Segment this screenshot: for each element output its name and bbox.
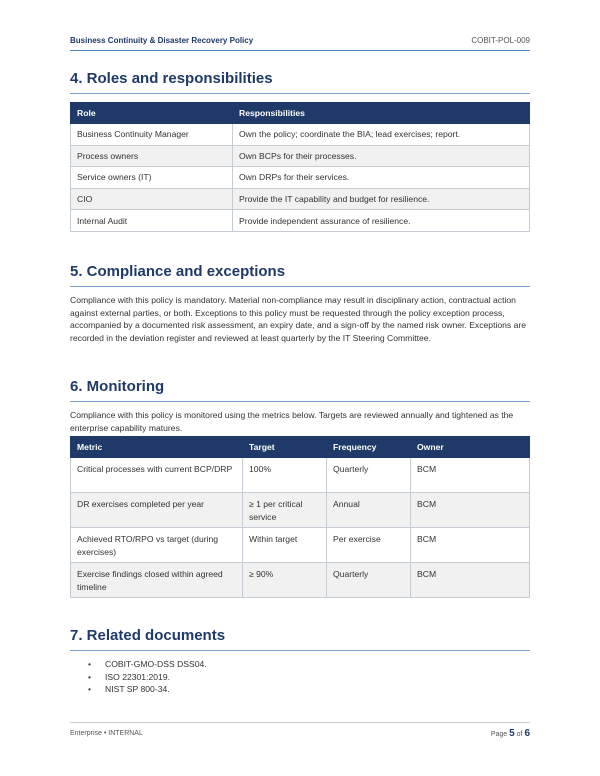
owner-cell: BCM — [411, 528, 530, 563]
footer-divider — [70, 722, 530, 723]
metric-cell: DR exercises completed per year — [71, 493, 243, 528]
header-title: Business Continuity & Disaster Recovery Policy — [70, 36, 254, 45]
role-cell: CIO — [71, 188, 233, 210]
table-row — [71, 563, 530, 598]
of-word: of — [516, 731, 523, 738]
table-row — [71, 493, 530, 528]
page-header — [70, 36, 530, 49]
responsibility-cell: Own the policy; coordinate the BIA; lead exercises; report. — [233, 124, 530, 146]
current-page: 5 — [509, 728, 515, 739]
compliance-paragraph: Compliance with this policy is mandatory. Material non-compliance may result in disciplinary action, contractual action against external parties, or both. Exceptions to this policy must be requested through the policy exception process, accompanied by a documented risk assessment, an expiry date, and a sign-off by the named risk owner. Exceptions are recorded in the deviation register and reviewed at least quarterly by the IT Steering Committee. — [70, 295, 527, 343]
section-6-heading: 6. Monitoring — [70, 378, 165, 395]
section-7-rule — [70, 650, 530, 651]
responsibility-cell: Own BCPs for their processes. — [233, 145, 530, 167]
column-header: Responsibilities — [233, 103, 530, 124]
owner-cell: BCM — [411, 458, 530, 493]
total-pages: 6 — [524, 728, 530, 739]
page-number — [491, 728, 530, 739]
section-5-rule — [70, 286, 530, 287]
responsibility-cell: Provide the IT capability and budget for resilience. — [233, 188, 530, 210]
bullet: • — [88, 671, 92, 682]
role-cell: Process owners — [71, 145, 233, 167]
list-item — [70, 658, 207, 671]
column-header: Metric — [71, 437, 243, 458]
owner-cell: BCM — [411, 563, 530, 598]
list-item-text: COBIT-GMO-DSS DSS04. — [105, 659, 207, 669]
metric-cell: Exercise findings closed within agreed timeline — [71, 563, 243, 598]
target-cell: ≥ 90% — [243, 563, 327, 598]
page-word: Page — [490, 731, 508, 738]
responsibility-cell: Provide independent assurance of resilience. — [233, 210, 530, 232]
table-row — [71, 124, 530, 146]
frequency-cell: Per exercise — [327, 528, 411, 563]
role-cell: Business Continuity Manager — [71, 124, 233, 146]
metric-cell: Achieved RTO/RPO vs target (during exercises) — [71, 528, 243, 563]
monitoring-intro: Compliance with this policy is monitored using the metrics below. Targets are reviewed annually and tightened as the enterprise capability matures. — [70, 410, 514, 433]
bullet: • — [88, 684, 92, 694]
table-row — [71, 145, 530, 167]
table-row — [71, 458, 530, 493]
frequency-cell: Quarterly — [327, 563, 411, 598]
target-cell: ≥ 1 per critical service — [243, 493, 327, 528]
column-header: Target — [243, 437, 327, 458]
frequency-cell: Quarterly — [327, 458, 411, 493]
column-header: Role — [71, 103, 233, 124]
roles-table-header — [71, 103, 530, 124]
related-documents-list — [70, 658, 207, 696]
table-row — [71, 167, 530, 189]
section-4-rule — [70, 93, 530, 94]
footer-classification: Enterprise • INTERNAL — [70, 730, 143, 737]
table-row — [71, 210, 530, 232]
page-footer — [70, 728, 530, 739]
header-doc-code: COBIT-POL-009 — [471, 36, 530, 45]
list-item-text: ISO 22301:2019. — [105, 671, 170, 682]
column-header: Frequency — [327, 437, 411, 458]
metric-cell: Critical processes with current BCP/DRP — [71, 458, 243, 493]
header-divider — [70, 50, 530, 51]
table-row — [71, 188, 530, 210]
list-item — [70, 671, 207, 684]
table-row — [71, 528, 530, 563]
metrics-table-header — [71, 437, 530, 458]
section-6-rule — [70, 401, 530, 402]
target-cell: 100% — [243, 458, 327, 493]
frequency-cell: Annual — [327, 493, 411, 528]
responsibility-cell: Own DRPs for their services. — [233, 167, 530, 189]
section-4-heading: 4. Roles and responsibilities — [70, 70, 273, 87]
column-header: Owner — [411, 437, 530, 458]
role-cell: Service owners (IT) — [71, 167, 233, 189]
section-7-heading: 7. Related documents — [70, 627, 226, 644]
list-item-text: NIST SP 800-34. — [105, 684, 170, 694]
roles-table — [70, 102, 530, 232]
bullet: • — [88, 659, 92, 669]
owner-cell: BCM — [411, 493, 530, 528]
list-item — [70, 683, 207, 696]
section-5-heading: 5. Compliance and exceptions — [70, 263, 286, 280]
metrics-table — [70, 436, 530, 598]
role-cell: Internal Audit — [71, 210, 233, 232]
target-cell: Within target — [243, 528, 327, 563]
